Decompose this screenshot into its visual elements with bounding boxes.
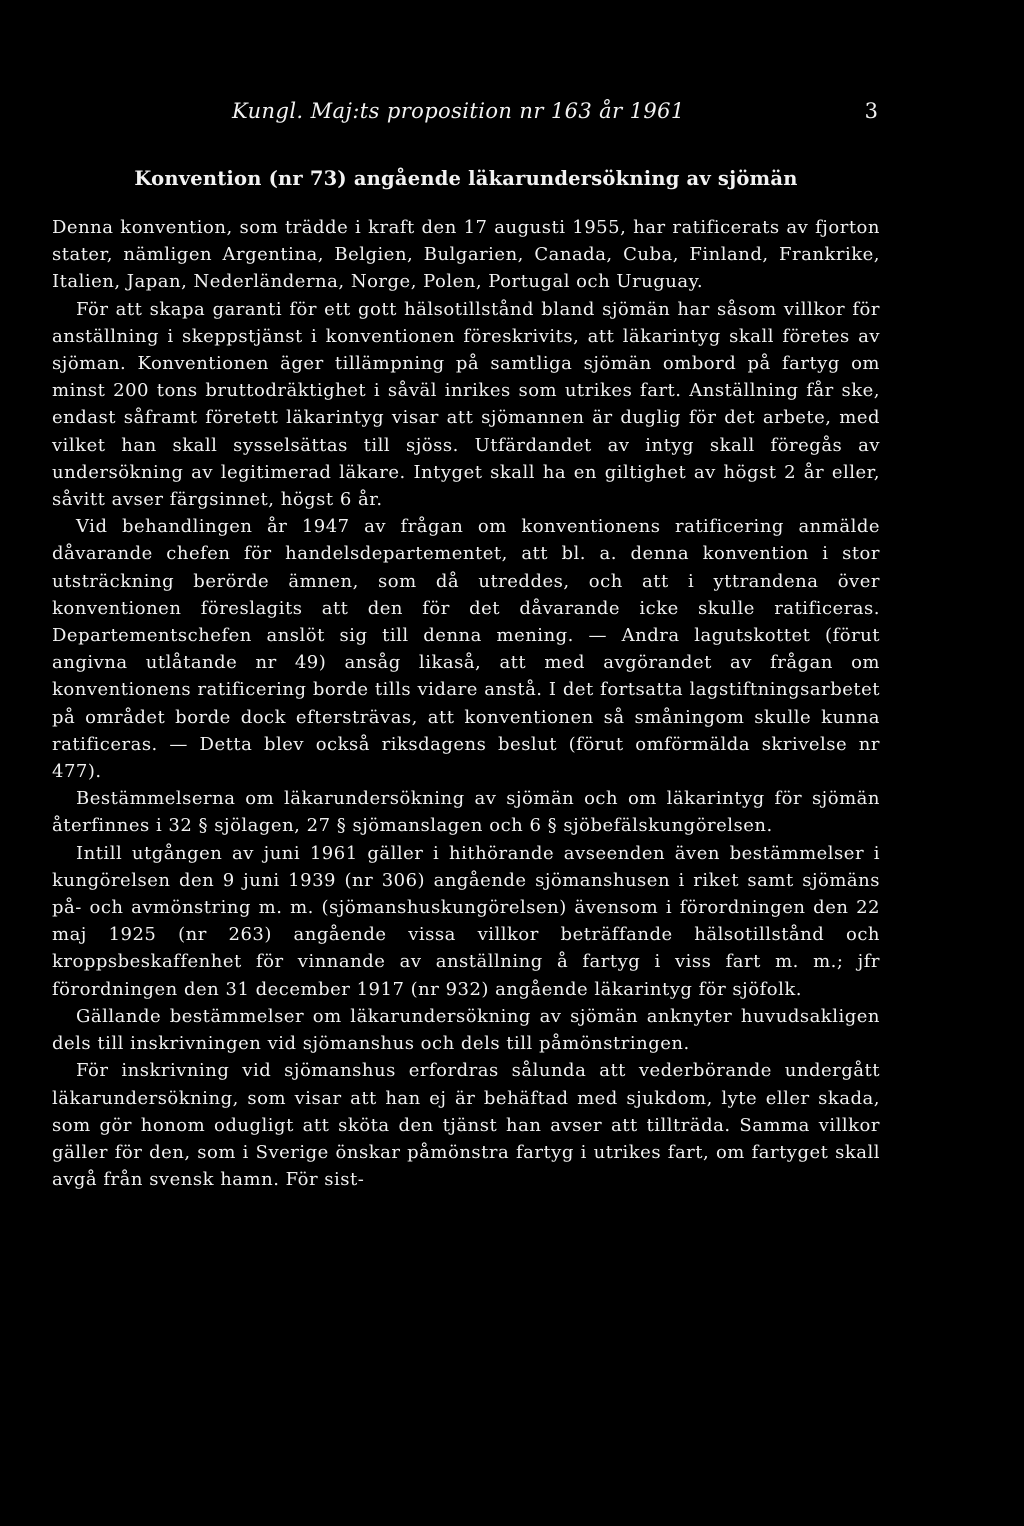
document-page (52, 94, 880, 1193)
paragraph: Intill utgången av juni 1961 gäller i hithörande avseenden även bestämmelser i kungörelsen den 9 juni 1939 (nr 306) angående sjömanshusen i riket samt sjömäns på- och avmönstring m. m. (sjömanshuskungörelsen) ävensom i förordningen den 22 maj 1925 (nr 263) angående vissa villkor beträffande hälsotillstånd och kroppsbeskaffenhet för vinnande av anställning å fartyg i viss fart m. m.; jfr förordningen den 31 december 1917 (nr 932) angående läkarintyg för sjöfolk. (52, 842, 880, 1000)
paragraph: Vid behandlingen år 1947 av frågan om konventionens ratificering anmälde dåvarande chefen för handelsdepartementet, att bl. a. denna konvention i stor utsträckning berörde ämnen, som då utreddes, och att i yttrandena över konventionen föreslagits att den för det dåvarande icke skulle ratificeras. Departementschefen anslöt sig till denna mening. — Andra lagutskottet (förut angivna utlåtande nr 49) ansåg likaså, att med avgörandet av frågan om konventionens ratificering borde tills vidare anstå. I det fortsatta lagstiftningsarbetet på området borde dock eftersträvas, att konventionen så småningom skulle kunna ratificeras. — Detta blev också riksdagens beslut (förut omförmälda skrivelse nr 477). (52, 516, 880, 783)
page-number: 3 (864, 99, 878, 123)
body-text (52, 214, 880, 1193)
paragraph: Gällande bestämmelser om läkarundersökning av sjömän anknyter huvudsakligen dels till inskrivningen vid sjömanshus och dels till påmönstringen. (52, 1005, 880, 1055)
section-heading: Konvention (nr 73) angående läkarundersökning av sjömän (134, 167, 798, 190)
paragraph: Denna konvention, som trädde i kraft den 17 augusti 1955, har ratificerats av fjorton stater, nämligen Argentina, Belgien, Bulgarien, Canada, Cuba, Finland, Frankrike, Italien, Japan, Nederländerna, Norge, Polen, Portugal och Uruguay. (52, 217, 880, 293)
running-head (52, 94, 880, 128)
paragraph: För inskrivning vid sjömanshus erfordras sålunda att vederbörande undergått läkarundersökning, som visar att han ej är behäftad med sjukdom, lyte eller skada, som gör honom odugligt att sköta den tjänst han avser att tillträda. Samma villkor gäller för den, som i Sverige önskar påmönstra fartyg i utrikes fart, om fartyget skall avgå från svensk hamn. För sist- (52, 1060, 880, 1191)
header-title: Kungl. Maj:ts proposition nr 163 år 1961 (232, 99, 685, 123)
paragraph: Bestämmelserna om läkarundersökning av sjömän och om läkarintyg för sjömän återfinnes i 32 § sjölagen, 27 § sjömanslagen och 6 § sjöbefälskungörelsen. (52, 788, 880, 837)
paragraph: För att skapa garanti för ett gott hälsotillstånd bland sjömän har såsom villkor för anställning i skeppstjänst i konventionen föreskrivits, att läkarintyg skall företes av sjöman. Konventionen äger tillämpning på samtliga sjömän ombord på fartyg om minst 200 tons bruttodräktighet i såväl inrikes som utrikes fart. Anställning får ske, endast såframt företett läkarintyg visar att sjömannen är duglig för det arbete, med vilket han skall sysselsättas till sjöss. Utfärdandet av intyg skall föregås av undersökning av legitimerad läkare. Intyget skall ha en giltighet av högst 2 år eller, såvitt avser färgsinnet, högst 6 år. (52, 298, 880, 511)
